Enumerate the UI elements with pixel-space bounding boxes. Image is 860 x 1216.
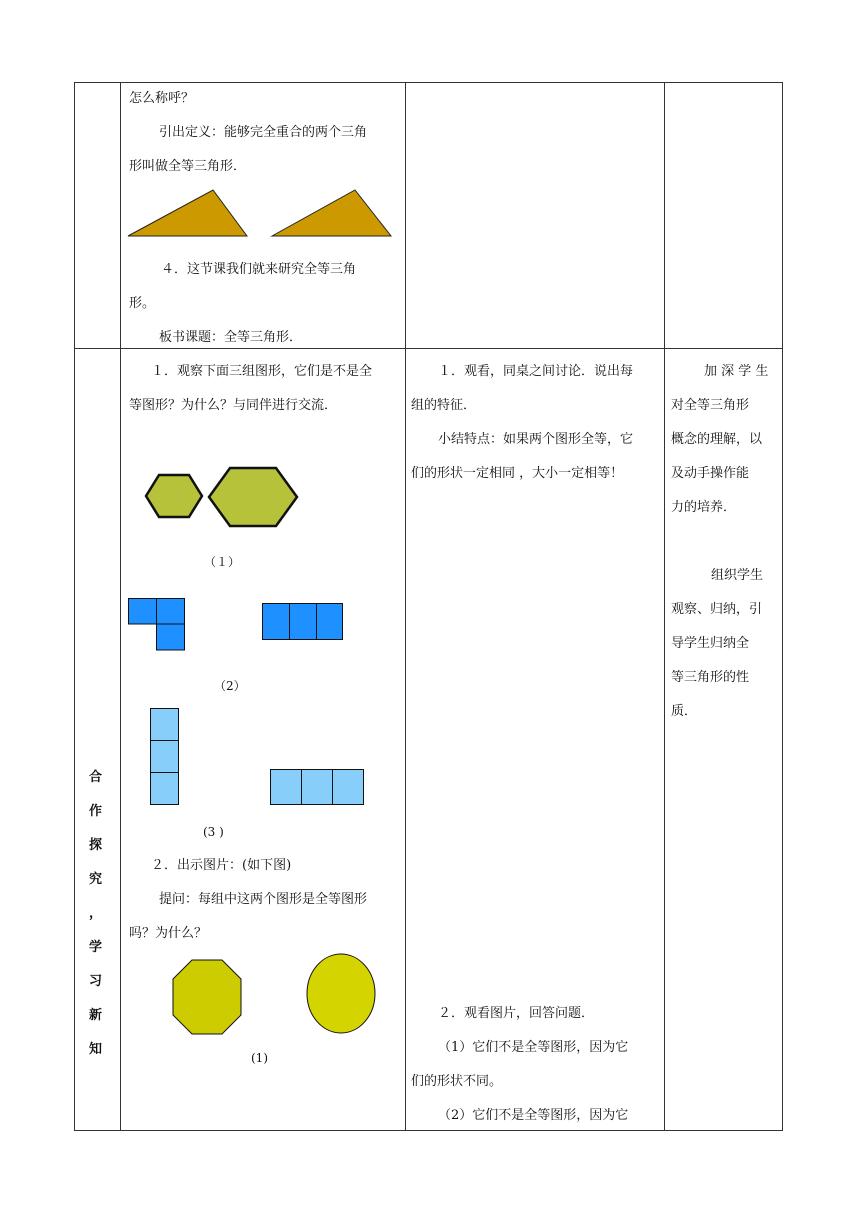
hexagon-large-shape — [208, 467, 298, 527]
goal-text-line3: 概念的理解，以 — [671, 432, 763, 447]
a2-text-line2: （1）它们不是全等图形，因为它 — [438, 1040, 629, 1055]
caption-group-3: (3 ) — [203, 825, 224, 839]
a1-text-line2: 组的特征． — [411, 398, 477, 413]
row1-text-line1: 怎么称呼？ — [129, 91, 195, 106]
table-border-top — [74, 82, 783, 83]
q1-text-line2: 等图形？为什么？与同伴进行交流． — [129, 398, 338, 413]
row1-text-line3: 形叫做全等三角形． — [129, 159, 247, 174]
row1-text-line5: 形。 — [129, 296, 156, 311]
a1-text-line4: 们的形状一定相同 ，大小一定相等！ — [411, 466, 624, 481]
goal-text-line10: 质． — [671, 704, 698, 719]
q2-text-line1: ２．出示图片：(如下图) — [151, 858, 292, 873]
a2-text-line1: ２．观看图片，回答问题． — [438, 1006, 595, 1021]
side-label-char-1: 合 — [89, 770, 103, 785]
light-blue-row-shape — [270, 769, 365, 806]
row1-text-line4: ４．这节课我们就来研究全等三角 — [161, 262, 357, 277]
table-border-bottom — [74, 1130, 783, 1131]
blue-row-of-three-shape — [262, 603, 344, 641]
octagon-shape — [172, 959, 242, 1035]
hexagon-small-shape — [145, 474, 203, 518]
light-blue-column-shape — [150, 708, 180, 806]
column-divider-2 — [405, 82, 406, 1131]
caption-group-1: （１） — [204, 555, 241, 569]
column-divider-1 — [120, 82, 121, 1131]
triangle-left-shape — [127, 188, 249, 238]
oval-shape — [306, 953, 376, 1034]
caption-group-4: (1) — [251, 1051, 268, 1065]
a1-text-line3: 小结特点：如果两个图形全等，它 — [438, 432, 634, 447]
side-label-char-5: ， — [89, 906, 103, 921]
q2-text-line2: 提问：每组中这两个图形是全等图形 — [159, 892, 368, 907]
side-label-char-4: 究 — [89, 872, 103, 887]
side-label-char-3: 探 — [89, 838, 103, 853]
goal-text-line6: 组织学生 — [711, 568, 764, 583]
column-divider-3 — [664, 82, 665, 1131]
side-label-char-7: 习 — [89, 974, 103, 989]
a2-text-line4: （2）它们不是全等图形，因为它 — [438, 1108, 629, 1123]
table-border-left — [74, 82, 75, 1131]
row-divider — [74, 348, 783, 349]
q1-text-line1: １．观察下面三组图形，它们是不是全 — [151, 364, 373, 379]
row1-text-line6: 板书课题：全等三角形． — [159, 330, 303, 345]
side-label-char-6: 学 — [89, 940, 103, 955]
goal-text-line5: 力的培养． — [671, 500, 737, 515]
a1-text-line1: １．观看，同桌之间讨论．说出每 — [438, 364, 634, 379]
goal-text-line8: 导学生归纳全 — [671, 636, 750, 651]
triangle-right-shape — [270, 188, 394, 238]
side-label-char-8: 新 — [89, 1008, 103, 1023]
goal-text-line4: 及动手操作能 — [671, 466, 750, 481]
side-label-char-2: 作 — [89, 804, 103, 819]
caption-group-2: （2） — [214, 679, 246, 693]
blue-l-shape — [128, 598, 186, 651]
table-border-right — [782, 82, 783, 1131]
row1-text-line2: 引出定义：能够完全重合的两个三角 — [159, 125, 368, 140]
goal-text-line2: 对全等三角形 — [671, 398, 750, 413]
goal-text-line9: 等三角形的性 — [671, 670, 750, 685]
goal-text-line1: 加 深 学 生 — [704, 364, 769, 379]
goal-text-line7: 观察、归纳，引 — [671, 602, 763, 617]
side-label-char-9: 知 — [89, 1042, 103, 1057]
q2-text-line3: 吗？为什么？ — [129, 926, 208, 941]
a2-text-line3: 们的形状不同。 — [411, 1074, 503, 1089]
